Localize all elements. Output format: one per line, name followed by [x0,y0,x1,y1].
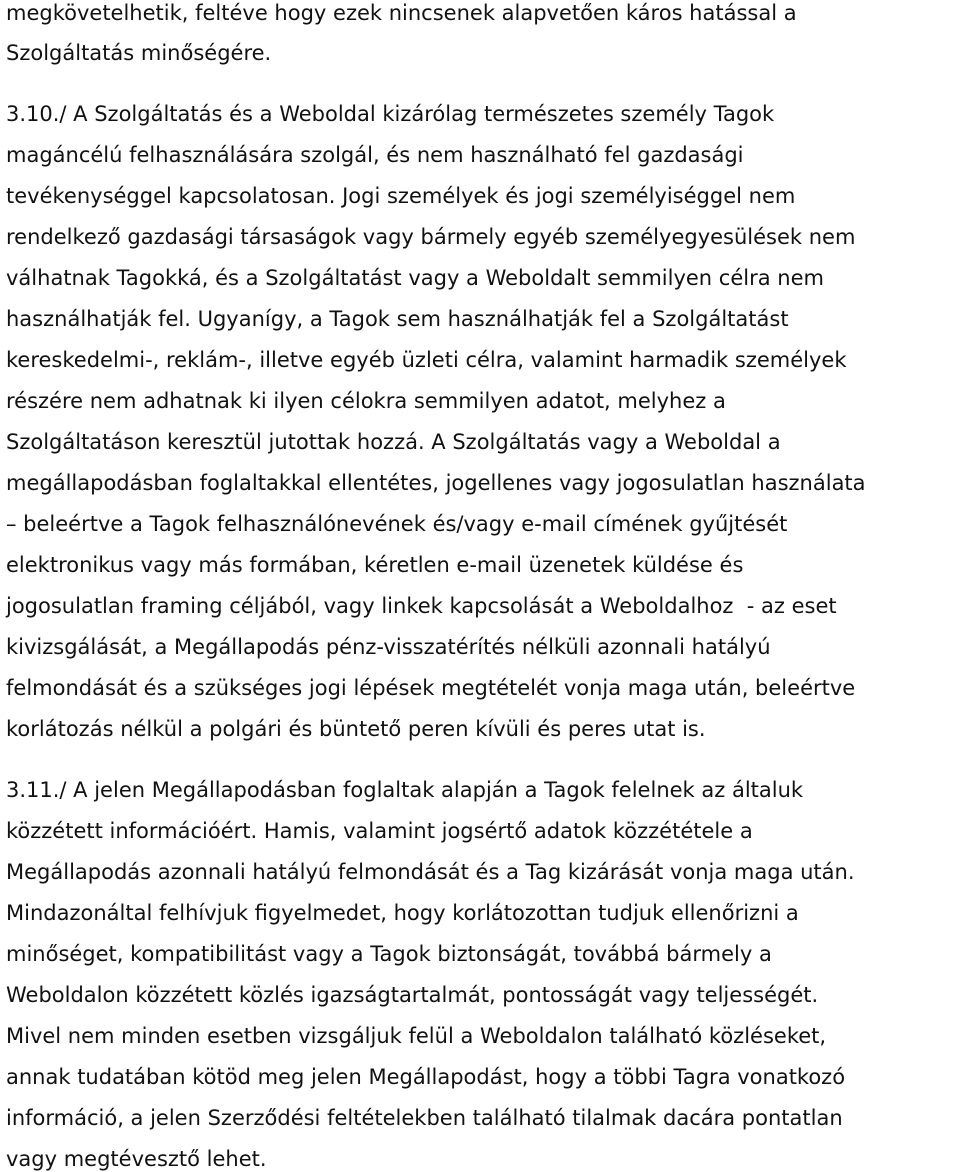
text-line: vagy megtévesztő lehet. [6,1147,267,1171]
text-line: részére nem adhatnak ki ilyen célokra semmilyen adatot, melyhez a [6,389,726,413]
text-line: elektronikus vagy más formában, kéretlen e-mail üzenetek küldése és [6,553,744,577]
text-line: 3.10./ A Szolgáltatás és a Weboldal kizárólag természetes személy Tagok [6,102,775,126]
text-line: közzétett információért. Hamis, valamint jogsértő adatok közzététele a [6,819,753,843]
text-line: megkövetelhetik, feltéve hogy ezek nincsenek alapvetően káros hatással a [6,1,797,25]
text-line: minőséget, kompatibilitást vagy a Tagok biztonságát, továbbá bármely a [6,942,772,966]
text-line: Mivel nem minden esetben vizsgáljuk felül a Weboldalon található közléseket, [6,1024,827,1048]
text-line: Szolgáltatáson keresztül jutottak hozzá. A Szolgáltatás vagy a Weboldal a [6,430,781,454]
text-line: tevékenységgel kapcsolatosan. Jogi személyek és jogi személyiséggel nem [6,184,796,208]
text-line: annak tudatában kötöd meg jelen Megállapodást, hogy a többi Tagra vonatkozó [6,1065,846,1089]
text-line: Weboldalon közzétett közlés igazságtartalmát, pontosságát vagy teljességét. [6,983,819,1007]
text-line: Szolgáltatás minőségére. [6,41,272,65]
text-line: Mindazonáltal felhívjuk figyelmedet, hogy korlátozottan tudjuk ellenőrizni a [6,901,799,925]
text-line: információ, a jelen Szerződési feltételekben található tilalmak dacára pontatlan [6,1106,843,1130]
text-line: kivizsgálását, a Megállapodás pénz-visszatérítés nélküli azonnali hatályú [6,635,771,659]
text-line: megállapodásban foglaltakkal ellentétes, jogellenes vagy jogosulatlan használata [6,471,866,495]
text-line: korlátozás nélkül a polgári és büntető peren kívüli és peres utat is. [6,717,706,741]
text-line: válhatnak Tagokká, és a Szolgáltatást vagy a Weboldalt semmilyen célra nem [6,266,824,290]
text-line: felmondását és a szükséges jogi lépések megtételét vonja maga után, beleértve [6,676,856,700]
text-line: jogosulatlan framing céljából, vagy linkek kapcsolását a Weboldalhoz - az eset [6,594,837,618]
text-line: 3.11./ A jelen Megállapodásban foglaltak alapján a Tagok felelnek az általuk [6,778,804,802]
text-line: Megállapodás azonnali hatályú felmondását és a Tag kizárását vonja maga után. [6,860,855,884]
text-line: rendelkező gazdasági társaságok vagy bármely egyéb személyegyesülések nem [6,225,856,249]
text-line: magáncélú felhasználására szolgál, és nem használható fel gazdasági [6,143,744,167]
text-line: kereskedelmi-, reklám-, illetve egyéb üzleti célra, valamint harmadik személyek [6,348,847,372]
text-line: – beleértve a Tagok felhasználónevének és/vagy e-mail címének gyűjtését [6,512,788,536]
text-line: használhatják fel. Ugyanígy, a Tagok sem használhatják fel a Szolgáltatást [6,307,789,331]
